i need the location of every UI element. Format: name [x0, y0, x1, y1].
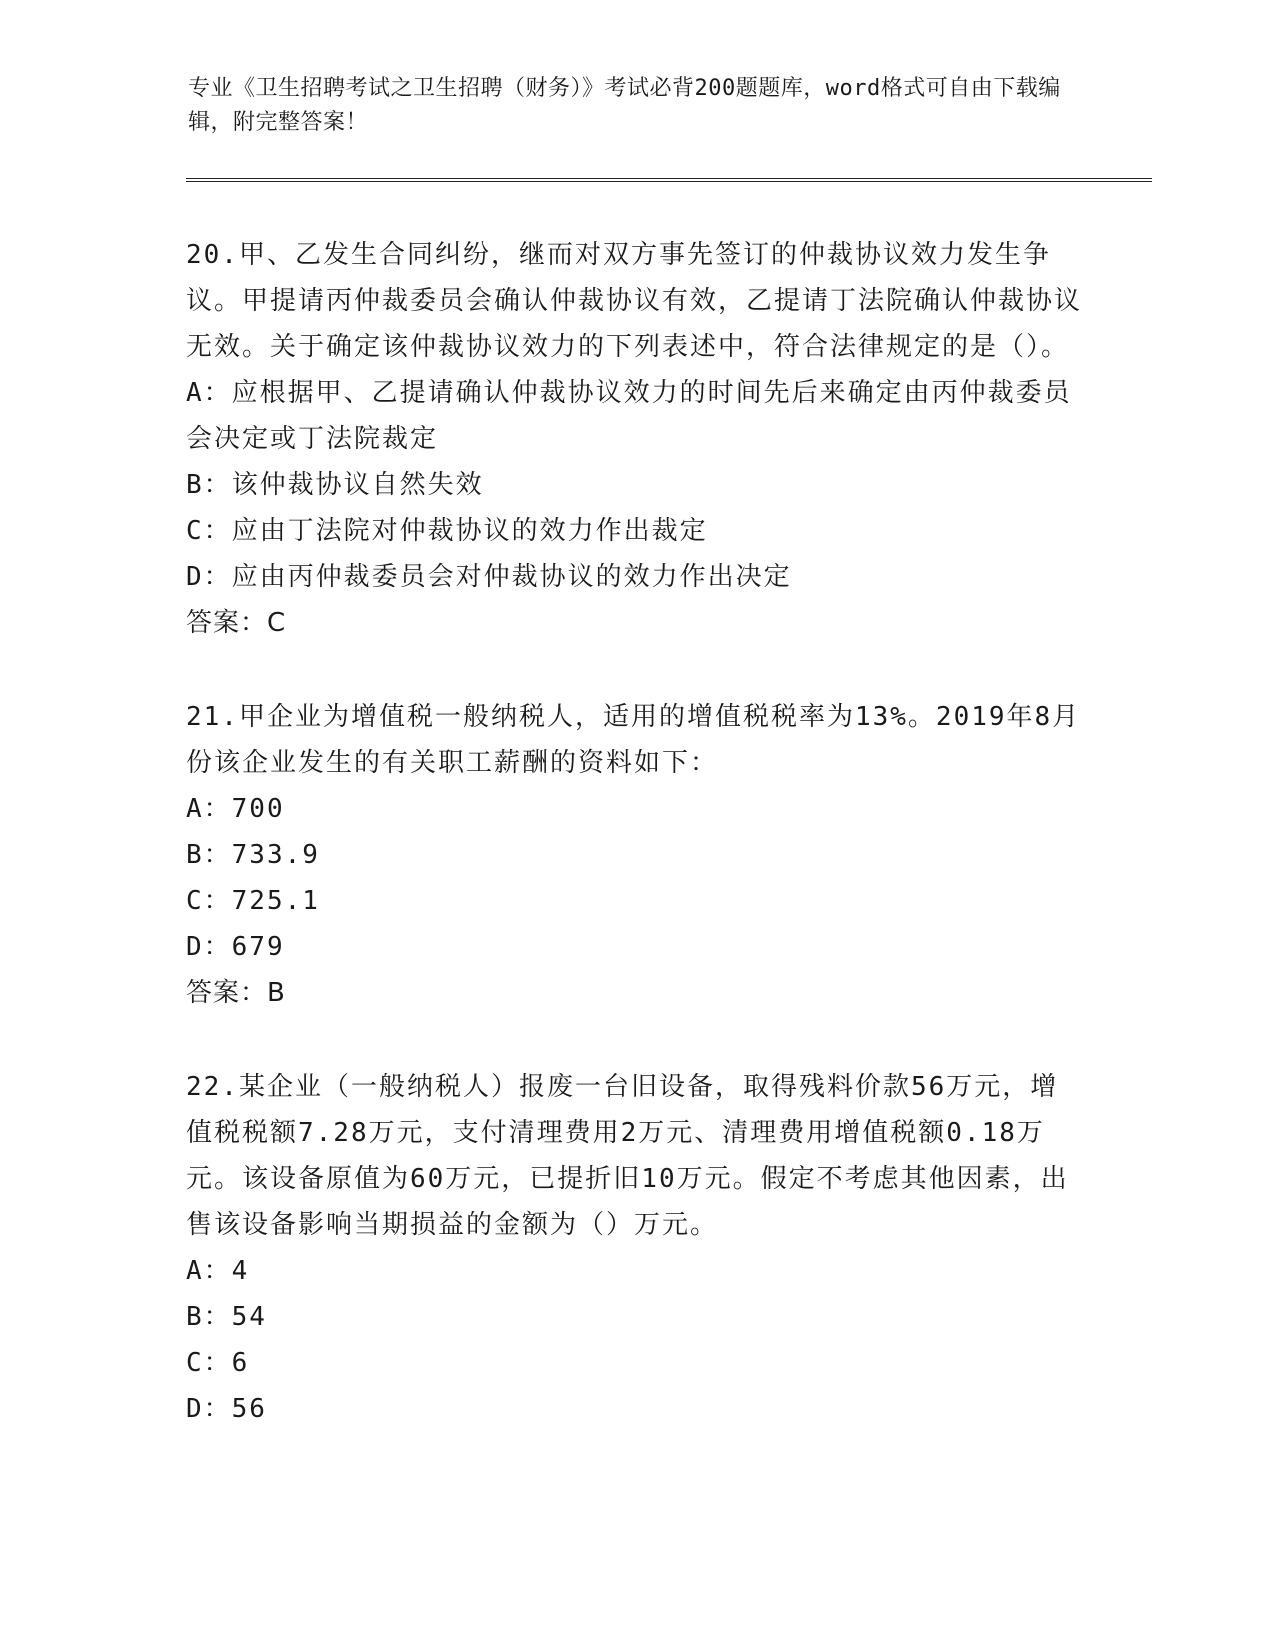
question-stem: 20.甲、乙发生合同纠纷，继而对双方事先签订的仲裁协议效力发生争议。甲提请丙仲裁委员会确认仲裁协议有效，乙提请丁法院确认仲裁协议无效。关于确定该仲裁协议效力的下列表述中，符合法律规定的是（）。 [186, 240, 1083, 362]
document-header: 专业《卫生招聘考试之卫生招聘（财务）》考试必背200题题库，word格式可自由下载编辑，附完整答案！ [188, 76, 1061, 135]
option-a: A：4 [186, 1256, 250, 1286]
option-a: A：应根据甲、乙提请确认仲裁协议效力的时间先后来确定由丙仲裁委员会决定或丁法院裁定 [186, 378, 1072, 454]
question-22 [186, 1064, 1086, 1432]
answer-line: 答案：B [186, 978, 286, 1008]
header-divider [186, 178, 1152, 182]
option-a: A：700 [186, 794, 285, 824]
option-b: B：54 [186, 1302, 267, 1332]
option-d: D：应由丙仲裁委员会对仲裁协议的效力作出决定 [186, 562, 792, 592]
option-d: D：56 [186, 1394, 267, 1424]
question-21 [186, 694, 1086, 1016]
option-c: C：应由丁法院对仲裁协议的效力作出裁定 [186, 516, 708, 546]
option-b: B：733.9 [186, 840, 320, 870]
option-b: B：该仲裁协议自然失效 [186, 470, 484, 500]
option-c: C：6 [186, 1348, 250, 1378]
question-stem: 22.某企业（一般纳税人）报废一台旧设备，取得残料价款56万元，增值税税额7.28万元，支付清理费用2万元、清理费用增值税额0.18万元。该设备原值为60万元，已提折旧10万元。假定不考虑其他因素，出售该设备影响当期损益的金额为（）万元。 [186, 1072, 1069, 1240]
answer-line: 答案：C [186, 608, 287, 638]
question-20 [186, 232, 1086, 646]
question-list [186, 232, 1086, 1480]
option-c: C：725.1 [186, 886, 320, 916]
question-stem: 21.甲企业为增值税一般纳税人，适用的增值税税率为13%。2019年8月份该企业发生的有关职工薪酬的资料如下： [186, 702, 1081, 778]
option-d: D：679 [186, 932, 285, 962]
